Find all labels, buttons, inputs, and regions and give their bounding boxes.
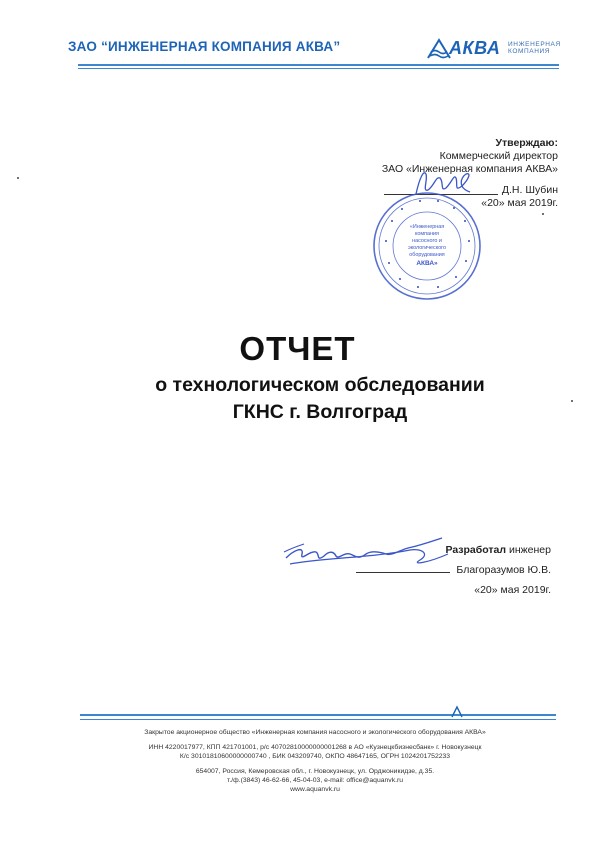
- stamp-line-7: АКВА»: [416, 260, 438, 267]
- company-stamp: [371, 190, 483, 302]
- scan-speck: [542, 213, 544, 215]
- approval-name: Д.Н. Шубин: [501, 184, 558, 196]
- developer-role: инженер: [508, 544, 551, 556]
- footer-line-2: ИНН 4220017977, КПП 421701001, р/с 40702810000000001268 в АО «Кузнецкбизнесбанк» г. Новокузнецк: [148, 744, 482, 751]
- report-subtitle-line-2: ГКНС г. Волгоград: [232, 401, 408, 423]
- header-rule: [78, 64, 559, 66]
- header-rule-2: [78, 68, 559, 69]
- scan-speck: [571, 400, 573, 402]
- stamp-line-6: оборудования: [409, 252, 445, 258]
- report-subtitle: [0, 372, 595, 426]
- stamp-line-4: насосного и: [412, 238, 442, 244]
- stamp-line-3: компания: [415, 231, 439, 237]
- stamp-line-2: «Инженерная: [409, 224, 445, 230]
- logo-subtitle-2: КОМПАНИЯ: [508, 48, 551, 55]
- company-title: ЗАО “ИНЖЕНЕРНАЯ КОМПАНИЯ АКВА”: [68, 39, 341, 54]
- developer-name: Благоразумов Ю.В.: [456, 564, 551, 576]
- approval-position: Коммерческий директор: [439, 150, 558, 162]
- footer-line-4: 654007, Россия, Кемеровская обл., г. Новокузнецк, ул. Орджоникидзе, д.35.: [195, 768, 435, 775]
- logo-word: АКВА: [449, 38, 501, 58]
- logo-subtitle-1: ИНЖЕНЕРНАЯ: [508, 41, 561, 48]
- scan-speck: [17, 177, 19, 179]
- approval-signature: [410, 166, 480, 198]
- approval-company: ЗАО «Инженерная компания АКВА»: [381, 163, 558, 175]
- developer-date: «20» мая 2019г.: [474, 584, 551, 596]
- developer-heading-row: [445, 540, 551, 560]
- footer-line-1: Закрытое акционерное общество «Инженерная компания насосного и экологического оборудования АКВА»: [144, 729, 486, 736]
- developer-heading: Разработал: [445, 544, 507, 556]
- footer-rule-2: [80, 719, 556, 720]
- developer-block: [445, 540, 551, 600]
- report-subtitle-line-1: о технологическом обследовании: [155, 374, 485, 396]
- approval-date: «20» мая 2019г.: [481, 197, 558, 209]
- stamp-line-5: экологического: [408, 245, 446, 251]
- footer-line-5: т./ф.(3843) 46-62-66, 45-04-03, e-mail: office@aquanvk.ru: [226, 777, 404, 784]
- developer-signature: [280, 528, 455, 574]
- developer-signature-line: [356, 572, 450, 573]
- footer-line-3: К/с 30101810600000000740 , БИК 043209740, ОКПО 48647165, ОГРН 1024201752233: [179, 753, 451, 760]
- footer: [60, 728, 570, 794]
- footer-rule: [80, 714, 556, 716]
- report-title: ОТЧЕТ: [239, 330, 356, 367]
- footer-line-6: www.aquanvk.ru: [290, 786, 340, 793]
- logo-subtitle: [508, 41, 561, 55]
- approval-heading: Утверждаю:: [495, 137, 558, 149]
- footer-arrow-icon: [450, 705, 464, 719]
